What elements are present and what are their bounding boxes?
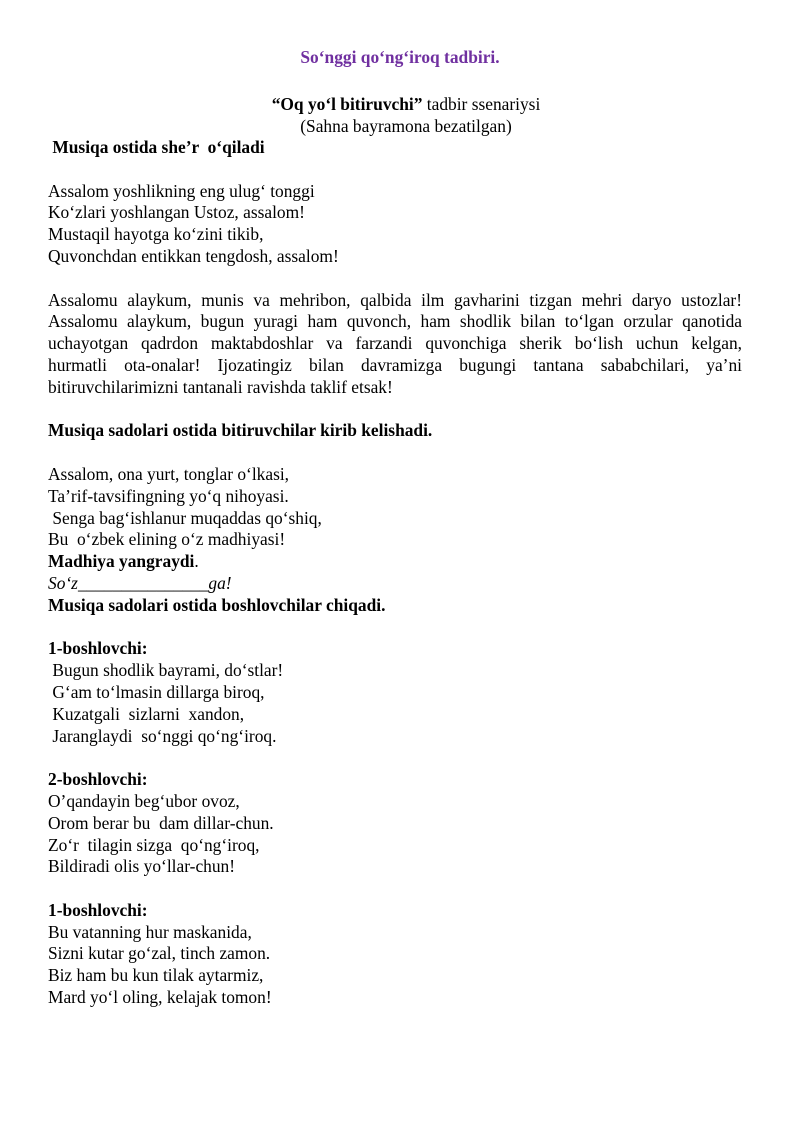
poem-line: Ta’rif-tavsifingning yo‘q nihoyasi. <box>48 485 289 506</box>
verse-line: Kuzatgali sizlarni xandon, <box>48 703 245 724</box>
stage-direction-2: Musiqa sadolari ostida bitiruvchilar kirib kelishadi. <box>48 420 433 441</box>
poem-homeland <box>48 464 742 551</box>
verse-line: Bildiradi olis yo‘llar-chun! <box>48 856 236 877</box>
stage-direction-1: Musiqa ostida she’r o‘qiladi <box>48 137 265 157</box>
scenario-name: “Oq yo‘l bitiruvchi” <box>271 94 423 114</box>
host-label: 1-boshlovchi: <box>48 638 148 659</box>
verse-line: Biz ham bu kun tilak aytarmiz, <box>48 965 264 986</box>
document-title: So‘nggi qo‘ng‘iroq tadbiri. <box>300 47 500 67</box>
verse-line: G‘am to‘lmasin dillarga biroq, <box>48 681 265 702</box>
poem-line: Bu o‘zbek elining o‘z madhiyasi! <box>48 529 286 550</box>
poem-line: Assalom yoshlikning eng ulug‘ tonggi <box>48 180 315 201</box>
paragraph-line: Assalomu alaykum, bugun yuragi ham quvonch, ham shodlik bilan to‘lgan orzular qanotida <box>48 311 742 332</box>
host-1-verse-a <box>48 638 742 747</box>
soz-line: So‘z_______________ga! <box>48 572 232 593</box>
scenario-subtitle-rest: tadbir ssenariysi <box>422 94 541 114</box>
paragraph-line: uchayotgan qadrdon maktabdoshlar va farzandi quvonchiga sherik bo‘lish uchun kelgan, <box>48 333 742 354</box>
host-label: 1-boshlovchi: <box>48 899 148 920</box>
verse-line: Bugun shodlik bayrami, do‘stlar! <box>48 660 284 681</box>
welcome-paragraph <box>48 290 742 399</box>
poem-line: Senga bag‘ishlanur muqaddas qo‘shiq, <box>48 507 322 528</box>
verse-line: O’qandayin beg‘ubor ovoz, <box>48 790 240 811</box>
host-2-verse <box>48 769 742 878</box>
scenario-subtitle <box>0 94 800 116</box>
host-1-verse-b <box>48 900 742 1009</box>
verse-line: Orom berar bu dam dillar-chun. <box>48 812 274 833</box>
poem-line: Quvonchdan entikkan tengdosh, assalom! <box>48 245 339 266</box>
paragraph-line: hurmatli ota-onalar! Ijozatingiz bilan davramizga bugungi tantana sababchilari, ya’ni <box>48 354 742 375</box>
host-label: 2-boshlovchi: <box>48 769 148 790</box>
verse-line: Jaranglaydi so‘nggi qo‘ng‘iroq. <box>48 725 277 746</box>
poem-line: Assalom, ona yurt, tonglar o‘lkasi, <box>48 463 290 484</box>
verse-line: Mard yo‘l oling, kelajak tomon! <box>48 987 272 1008</box>
poem-greeting <box>48 181 742 268</box>
document-body <box>48 137 742 1009</box>
paragraph-line: Assalomu alaykum, munis va mehribon, qalbida ilm gavharini tizgan mehri daryo ustozlar! <box>48 289 742 310</box>
stage-direction-3: Musiqa sadolari ostida boshlovchilar chiqadi. <box>48 594 386 615</box>
poem-line: Mustaqil hayotga ko‘zini tikib, <box>48 224 264 245</box>
verse-line: Sizni kutar go‘zal, tinch zamon. <box>48 943 271 964</box>
paragraph-line: bitiruvchilarimizni tantanali ravishda taklif etsak! <box>48 376 393 397</box>
stage-note: (Sahna bayramona bezatilgan) <box>300 116 512 136</box>
verse-line: Bu vatanning hur maskanida, <box>48 921 252 942</box>
verse-line: Zo‘r tilagin sizga qo‘ng‘iroq, <box>48 834 260 855</box>
anthem-direction: Madhiya yangraydi. <box>48 551 199 572</box>
poem-line: Ko‘zlari yoshlangan Ustoz, assalom! <box>48 202 305 223</box>
